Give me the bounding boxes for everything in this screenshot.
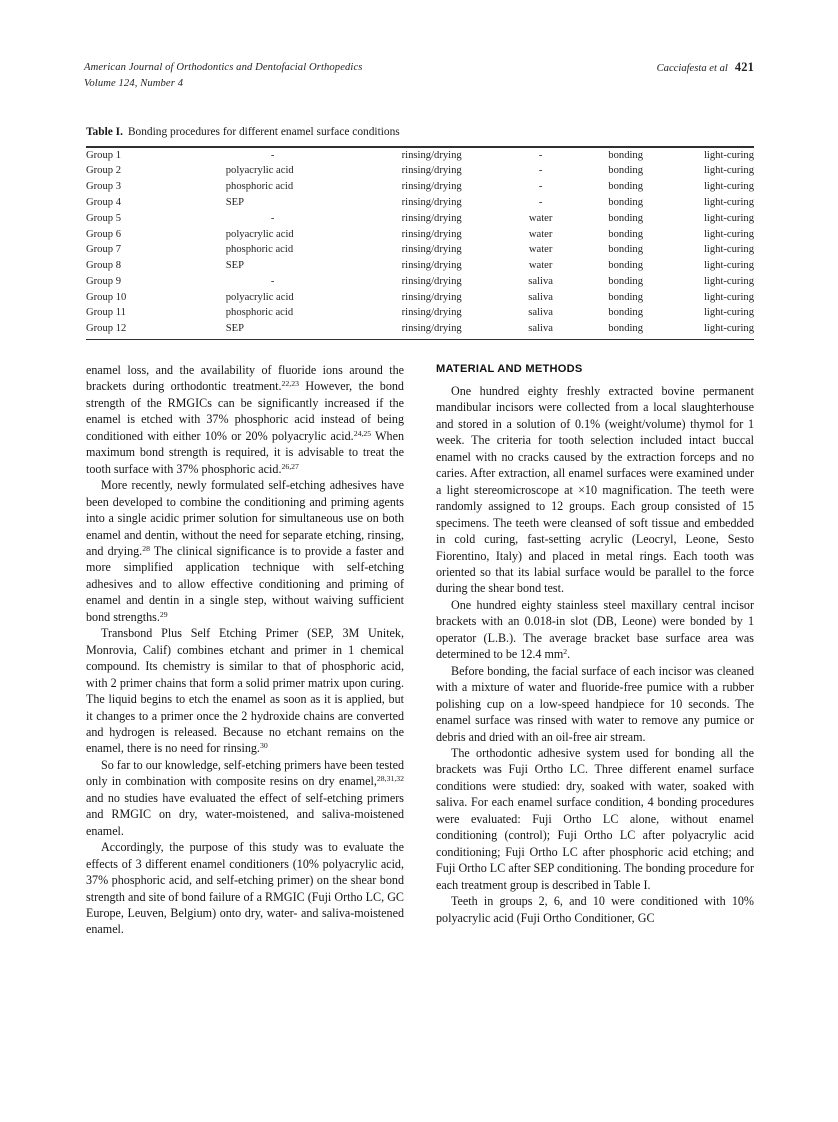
cell-moisture: saliva (528, 275, 553, 287)
cell-curing: light-curing (703, 307, 754, 319)
cell-curing: light-curing (703, 228, 754, 240)
body-columns (86, 362, 754, 1062)
citation-superscript: 28 (142, 543, 150, 553)
paragraph: Transbond Plus Self Etching Primer (SEP, 3M Unitek, Monrovia, Calif) combines etchant and primer in 1 chemical compound. Its chemistry is similar to that of phosphoric acid, with 2 primer chains that form a solid primer matrix upon curing. The liquid begins to etch the enamel as soon as it is applied, but it changes to a primer once the 2 hydroxide chains are converted and hydrogen is released. Because no etchant remains on the enamel, there is no need for rinsing.$^{30}$ (86, 626, 404, 756)
table-row (86, 258, 754, 274)
table-row (86, 180, 754, 196)
cell-group: Group 1 (86, 149, 122, 161)
paragraph: So far to our knowledge, self-etching primers have been tested only in combination with composite resins on dry enamel,$^{28,31,32}$ and no studies have evaluated the effect of self-etching primers and RMGIC on dry, water-moistened, and saliva-moistened enamel. (86, 757, 404, 838)
cell-group: Group 12 (86, 323, 127, 335)
page-number: 421 (734, 60, 754, 74)
cell-curing: light-curing (703, 181, 754, 193)
cell-group: Group 6 (86, 228, 122, 240)
citation-superscript: 22,23 (281, 379, 299, 389)
citation-superscript: 26,27 (281, 461, 299, 471)
cell-rinse: rinsing/drying (401, 228, 462, 240)
cell-group: Group 5 (86, 212, 122, 224)
paragraph: More recently, newly formulated self-etching adhesives have been developed to combine the conditioning and priming agents into a single acidic primer solution for simultaneous use on both enamel and dentin, without the need for separate etching, rinsing, and drying.$^{28}$ The clinical significance is to provide a faster and more simplified application technique with self-etching adhesives and to allow effective conditioning and priming of enamel and dentin in a single step, without waiving sufficient bond strengths.$^{29}$ (86, 478, 404, 624)
table-row (86, 306, 754, 322)
cell-moisture: water (528, 228, 553, 240)
cell-group: Group 7 (86, 244, 122, 256)
cell-rinse: rinsing/drying (401, 149, 462, 161)
table-row (86, 290, 754, 306)
citation-superscript: 2 (563, 647, 568, 657)
cell-bonding: bonding (608, 149, 644, 161)
cell-moisture: - (538, 181, 543, 193)
table-row (86, 227, 754, 243)
paragraph: One hundred eighty freshly extracted bovine permanent mandibular incisors were collected from a local slaughterhouse and stored in a solution of 0.1% (weight/volume) thymol for 1 week. The criteria for tooth selection included intact buccal enamel with no cracks caused by the extraction forceps and no caries. After extraction, all enamel surfaces were examined under a light stereomicroscope at ×10 magnification. The teeth were randomly assigned to 12 groups. Each group consisted of 15 specimens. The teeth were cleansed of soft tissue and embedded in cold curing, fast-setting acrylic (Leocryl, Leone, Sesto Fiorentino, Italy) and placed in metal rings. Each tooth was oriented so that its labial surface would be parallel to the force during the shear bond test. (436, 384, 754, 596)
cell-rinse: rinsing/drying (401, 260, 462, 272)
journal-title (84, 60, 362, 91)
cell-conditioner: - (270, 275, 275, 287)
cell-conditioner: SEP (225, 323, 245, 335)
cell-group: Group 8 (86, 260, 122, 272)
cell-conditioner: - (270, 212, 275, 224)
cell-bonding: bonding (608, 212, 644, 224)
cell-curing: light-curing (703, 275, 754, 287)
table-one-block (86, 124, 754, 340)
cell-moisture: water (528, 244, 553, 256)
journal-title-line1: American Journal of Orthodontics and Dentofacial Orthopedics (84, 62, 363, 73)
cell-bonding: bonding (608, 228, 644, 240)
authors-citation: Cacciafesta et al (656, 63, 728, 74)
cell-conditioner: polyacrylic acid (225, 291, 294, 303)
cell-rinse: rinsing/drying (401, 244, 462, 256)
paragraph: One hundred eighty stainless steel maxillary central incisor brackets with an 0.018-in slot (DB, Leone) were bonded by 1 operator (L.B.). The average bracket base surface area was determined to be 12.4 $mm^2$. (436, 597, 754, 662)
running-head (84, 60, 754, 94)
table-rule-bottom (86, 339, 754, 340)
table-row (86, 243, 754, 259)
cell-rinse: rinsing/drying (401, 165, 462, 177)
cell-group: Group 10 (86, 291, 127, 303)
cell-conditioner: SEP (225, 196, 245, 208)
cell-bonding: bonding (608, 244, 644, 256)
cell-bonding: bonding (608, 181, 644, 193)
cell-conditioner: polyacrylic acid (225, 165, 294, 177)
paragraph: Teeth in groups 2, 6, and 10 were conditioned with 10% polyacrylic acid (Fuji Ortho Conditioner, GC (436, 894, 754, 925)
cell-curing: light-curing (703, 323, 754, 335)
cell-moisture: saliva (528, 307, 553, 319)
citation-superscript: 28,31,32 (376, 774, 404, 784)
cell-bonding: bonding (608, 275, 644, 287)
right-text-column (436, 362, 754, 926)
cell-moisture: saliva (528, 291, 553, 303)
cell-curing: light-curing (703, 260, 754, 272)
cell-group: Group 9 (86, 275, 122, 287)
journal-volume-line: Volume 124, Number 4 (84, 77, 184, 89)
cell-bonding: bonding (608, 196, 644, 208)
cell-moisture: water (528, 212, 553, 224)
paragraph: The orthodontic adhesive system used for bonding all the brackets was Fuji Ortho LC. Three different enamel surface conditions were studied: dry, soaked with water, soaked with saliva. For each enamel surface condition, 4 bonding procedures were evaluated: Fuji Ortho LC alone, without enamel conditioning (control); Fuji Ortho LC after polyacrylic acid conditioning; Fuji Ortho LC after phosphoric acid etching; and Fuji Ortho LC after SEP conditioning. The bonding procedure for each treatment group is described in Table I. (436, 745, 754, 892)
cell-bonding: bonding (608, 165, 644, 177)
cell-group: Group 11 (86, 307, 126, 319)
cell-group: Group 4 (86, 196, 122, 208)
right-column-paragraphs (436, 383, 754, 926)
running-head-right (657, 60, 754, 77)
paragraph: Before bonding, the facial surface of each incisor was cleaned with a mixture of water and fluoride-free pumice with a rubber polishing cup on a low-speed handpiece for 10 seconds. The enamel surface was rinsed with water to remove any pumice or debris and dried with an oil-free air stream. (436, 663, 754, 744)
cell-rinse: rinsing/drying (401, 181, 462, 193)
cell-group: Group 2 (86, 165, 122, 177)
cell-bonding: bonding (608, 323, 644, 335)
cell-moisture: water (528, 260, 553, 272)
paragraph: Accordingly, the purpose of this study was to evaluate the effects of 3 different enamel conditioners (10% polyacrylic acid, 37% phosphoric acid, and self-etching primer) on the shear bond strength and site of bond failure of a RMGIC (Fuji Ortho LC, GC Europe, Leuven, Belgium) onto dry, water- and saliva-moistened enamel. (86, 840, 404, 937)
cell-conditioner: phosphoric acid (225, 307, 294, 319)
cell-curing: light-curing (703, 291, 754, 303)
cell-moisture: - (538, 196, 543, 208)
table-caption-text: Bonding procedures for different enamel surface conditions (127, 126, 400, 138)
cell-conditioner: SEP (225, 260, 245, 272)
cell-conditioner: - (270, 149, 275, 161)
section-heading-material-and-methods: MATERIAL AND METHODS (436, 363, 583, 375)
cell-moisture: - (538, 165, 543, 177)
cell-moisture: saliva (528, 323, 553, 335)
citation-superscript: 30 (259, 741, 268, 751)
cell-moisture: - (538, 149, 543, 161)
cell-conditioner: polyacrylic acid (225, 228, 294, 240)
cell-curing: light-curing (703, 165, 754, 177)
table-body (86, 148, 754, 337)
citation-superscript: 29 (159, 609, 168, 619)
table-label: Table I. (86, 126, 123, 138)
left-text-column (86, 362, 404, 938)
cell-curing: light-curing (703, 212, 754, 224)
table-row (86, 164, 754, 180)
cell-conditioner: phosphoric acid (225, 244, 294, 256)
cell-rinse: rinsing/drying (401, 275, 462, 287)
table-row (86, 195, 754, 211)
cell-rinse: rinsing/drying (401, 291, 462, 303)
table-row (86, 148, 754, 164)
cell-bonding: bonding (608, 291, 644, 303)
cell-curing: light-curing (703, 196, 754, 208)
cell-curing: light-curing (703, 244, 754, 256)
paragraph: enamel loss, and the availability of fluoride ions around the brackets during orthodontic treatment.$^{22,23}$ However, the bond strength of the RMGICs can be significantly increased if the enamel is etched with 37% phosphoric acid instead of being conditioned with either 10% or 20% polyacrylic acid.$^{24,25}$ When maximum bond strength is required, it is advisable to treat the tooth surface with 37% phosphoric acid.$^{26,27}$ (86, 363, 404, 476)
table-row (86, 322, 754, 338)
table-row (86, 274, 754, 290)
cell-curing: light-curing (703, 149, 754, 161)
cell-conditioner: phosphoric acid (225, 181, 294, 193)
table-row (86, 211, 754, 227)
cell-rinse: rinsing/drying (401, 323, 462, 335)
cell-bonding: bonding (608, 260, 644, 272)
cell-group: Group 3 (86, 181, 122, 193)
citation-superscript: 24,25 (353, 428, 372, 438)
cell-rinse: rinsing/drying (401, 307, 462, 319)
cell-rinse: rinsing/drying (401, 212, 462, 224)
table-caption (86, 124, 754, 140)
cell-rinse: rinsing/drying (401, 196, 462, 208)
cell-bonding: bonding (608, 307, 644, 319)
bonding-procedures-table (86, 148, 754, 337)
